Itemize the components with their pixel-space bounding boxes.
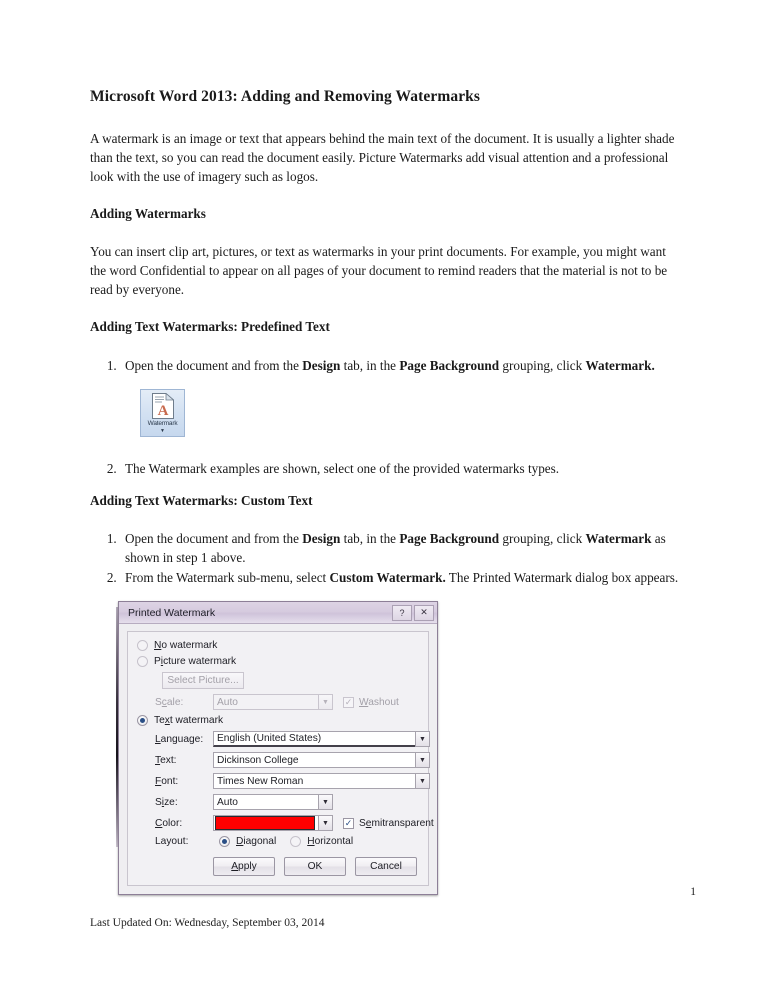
label-pre: S xyxy=(155,796,162,808)
accel-char2: a xyxy=(368,696,374,708)
color-label xyxy=(155,818,213,829)
color-swatch xyxy=(215,816,315,830)
adding-watermarks-paragraph: You can insert clip art, pictures, or text as watermarks in your print documents. For example, you might want the word Confidential to appear on all pages of your document to remind readers that the material is not to be read by everyone. xyxy=(90,244,668,298)
label-rest: ont: xyxy=(161,775,179,787)
semitransparent-label xyxy=(359,818,434,829)
plain-text: From the Watermark sub-menu, select xyxy=(125,570,330,586)
accel-char: i xyxy=(161,796,165,808)
layout-diagonal-label xyxy=(236,836,276,847)
accel-char: H xyxy=(307,836,315,848)
radio-text-watermark[interactable] xyxy=(137,715,148,726)
text-value[interactable]: Dickinson College xyxy=(213,752,415,768)
step-text xyxy=(125,570,678,585)
washout-checkbox[interactable]: ✓ xyxy=(344,696,353,707)
font-row xyxy=(137,773,426,789)
watermark-page-icon xyxy=(152,393,174,419)
close-icon[interactable]: ✕ xyxy=(414,605,434,621)
step-text xyxy=(125,461,559,476)
radio-layout-diagonal[interactable] xyxy=(219,836,230,847)
accel-char: C xyxy=(155,817,163,829)
scale-row xyxy=(137,694,419,710)
list-item xyxy=(120,356,696,375)
label-pre: P xyxy=(154,656,161,668)
accel-char: N xyxy=(154,640,162,652)
color-combo[interactable] xyxy=(213,815,333,831)
text-row xyxy=(137,752,426,768)
custom-steps-list xyxy=(90,529,696,587)
option-no-watermark-label xyxy=(154,640,217,651)
label-rest: ale: xyxy=(166,696,184,708)
section-heading-predefined-text: Adding Text Watermarks: Predefined Text xyxy=(90,319,330,335)
label-rest2: ancel xyxy=(377,861,402,873)
accel-char: D xyxy=(236,836,244,848)
language-label xyxy=(155,734,213,745)
chevron-down-icon[interactable]: ▼ xyxy=(318,694,333,710)
washout-label xyxy=(359,697,399,708)
page-number: 1 xyxy=(690,886,696,898)
accel-char: L xyxy=(155,733,161,745)
accel-char: i xyxy=(160,656,164,668)
printed-watermark-dialog-figure xyxy=(118,601,438,895)
radio-no-watermark[interactable] xyxy=(137,640,148,651)
apply-button[interactable] xyxy=(213,857,275,876)
accel-char: F xyxy=(155,775,162,787)
size-label xyxy=(155,797,213,808)
plain-text: tab, in the xyxy=(340,531,400,547)
help-icon[interactable]: ? xyxy=(392,605,412,621)
chevron-down-icon[interactable]: ▼ xyxy=(415,773,430,789)
size-value: Auto xyxy=(213,794,318,810)
font-label xyxy=(155,776,213,787)
language-row xyxy=(137,731,426,747)
emphasis-text: Watermark xyxy=(585,531,652,547)
plain-text: Open the document and from the xyxy=(125,531,303,547)
font-combo[interactable] xyxy=(213,773,430,789)
predefined-steps-list xyxy=(90,356,696,375)
label-rest: anguage: xyxy=(160,733,204,745)
footer-last-updated: Last Updated On: Wednesday, September 03, 2014 xyxy=(90,917,325,929)
intro-paragraph: A watermark is an image or text that appears behind the main text of the document. It is usually a lighter shade than the text, so you can read the document easily. Picture Watermarks add visual attention and a professional look with the use of imagery such as logos. xyxy=(90,130,675,184)
emphasis-text: Design xyxy=(302,357,341,373)
plain-text: grouping, click xyxy=(499,357,586,373)
chevron-down-icon[interactable]: ▼ xyxy=(160,429,165,435)
scale-label xyxy=(155,697,213,708)
dialog-titlebar xyxy=(119,602,437,624)
accel-char: A xyxy=(231,861,239,873)
semitransparent-checkbox[interactable]: ✓ xyxy=(344,817,353,828)
text-label xyxy=(155,755,213,766)
printed-watermark-dialog xyxy=(118,601,438,895)
label-rest: ext: xyxy=(160,754,177,766)
watermark-ribbon-button-figure xyxy=(140,389,696,437)
list-item xyxy=(120,529,696,567)
list-item xyxy=(120,568,696,587)
chevron-down-icon[interactable]: ▼ xyxy=(415,752,430,768)
color-row xyxy=(137,815,434,831)
dialog-panel xyxy=(127,631,434,886)
label-rest: C xyxy=(370,861,378,873)
step-text xyxy=(125,531,666,565)
plain-text: The Watermark examples are shown, select one of the provided watermarks types. xyxy=(125,460,560,476)
label-rest: olor: xyxy=(162,817,183,829)
cancel-button[interactable] xyxy=(355,857,417,876)
select-picture-row xyxy=(137,672,419,689)
chevron-down-icon[interactable]: ▼ xyxy=(318,815,333,831)
option-text-watermark-label xyxy=(154,715,223,726)
layout-row xyxy=(137,836,419,847)
plain-text: The Printed Watermark dialog box appears. xyxy=(445,570,679,586)
accel-char: c xyxy=(161,696,167,708)
emphasis-text: Watermark. xyxy=(585,357,655,373)
emphasis-text: Design xyxy=(302,531,341,547)
text-combo[interactable] xyxy=(213,752,430,768)
label-rest: t watermark xyxy=(169,715,224,727)
label-rest: ze: xyxy=(164,796,178,808)
dialog-body xyxy=(119,624,437,894)
accel-char: x xyxy=(164,715,170,727)
accel-char: e xyxy=(365,817,372,829)
option-text-watermark-row[interactable] xyxy=(137,715,419,726)
ok-button[interactable]: OK xyxy=(284,857,346,876)
label-pre: S xyxy=(155,696,162,708)
label-rest: iagonal xyxy=(243,836,277,848)
layout-label: Layout: xyxy=(155,836,189,848)
label-pre: S xyxy=(359,817,366,829)
label-rest: mitransparent xyxy=(371,817,434,829)
option-picture-watermark-label xyxy=(154,656,236,667)
size-row xyxy=(137,794,419,810)
language-value: English (United States) xyxy=(213,731,415,747)
plain-text: as shown in step 1 above. xyxy=(125,531,666,566)
plain-text: tab, in the xyxy=(340,357,400,373)
emphasis-text: Custom Watermark. xyxy=(329,570,446,586)
font-value: Times New Roman xyxy=(213,773,415,789)
dialog-button-bar xyxy=(137,857,419,876)
watermark-button[interactable] xyxy=(140,389,185,437)
layout-horizontal-label xyxy=(307,836,353,847)
chevron-down-icon[interactable]: ▼ xyxy=(415,731,430,747)
accel-char: W xyxy=(359,696,369,708)
label-pre: Te xyxy=(154,715,165,727)
label-rest: pply xyxy=(238,861,257,873)
predefined-steps-list-2 xyxy=(90,459,696,478)
emphasis-text: Page Background xyxy=(399,531,500,547)
select-picture-button[interactable]: Select Picture... xyxy=(162,672,244,689)
watermark-button-label: Watermark xyxy=(147,419,178,427)
label-rest: o watermark xyxy=(161,640,218,652)
radio-layout-horizontal[interactable] xyxy=(290,836,301,847)
section-heading-custom-text: Adding Text Watermarks: Custom Text xyxy=(90,492,313,508)
svg-text:A: A xyxy=(157,402,168,419)
accel-char: T xyxy=(155,754,161,766)
language-combo[interactable] xyxy=(213,731,430,747)
plain-text: Open the document and from the xyxy=(125,357,303,373)
page-title: Microsoft Word 2013: Adding and Removing Watermarks xyxy=(90,88,481,105)
radio-picture-watermark[interactable] xyxy=(137,656,148,667)
emphasis-text: Page Background xyxy=(399,357,500,373)
label-rest: shout xyxy=(373,696,399,708)
label-rest: orizontal xyxy=(314,836,354,848)
list-item xyxy=(120,459,696,478)
option-no-watermark-row[interactable] xyxy=(137,640,419,651)
dialog-title: Printed Watermark xyxy=(128,606,216,619)
scale-value: Auto xyxy=(213,694,318,710)
label-rest: cture watermark xyxy=(163,656,237,668)
size-combo[interactable] xyxy=(213,794,333,810)
option-picture-watermark-row[interactable] xyxy=(137,656,419,667)
step-text xyxy=(125,358,655,373)
plain-text: grouping, click xyxy=(499,531,586,547)
section-heading-adding-watermarks: Adding Watermarks xyxy=(90,205,206,221)
chevron-down-icon[interactable]: ▼ xyxy=(318,794,333,810)
scale-combo[interactable] xyxy=(213,694,333,710)
